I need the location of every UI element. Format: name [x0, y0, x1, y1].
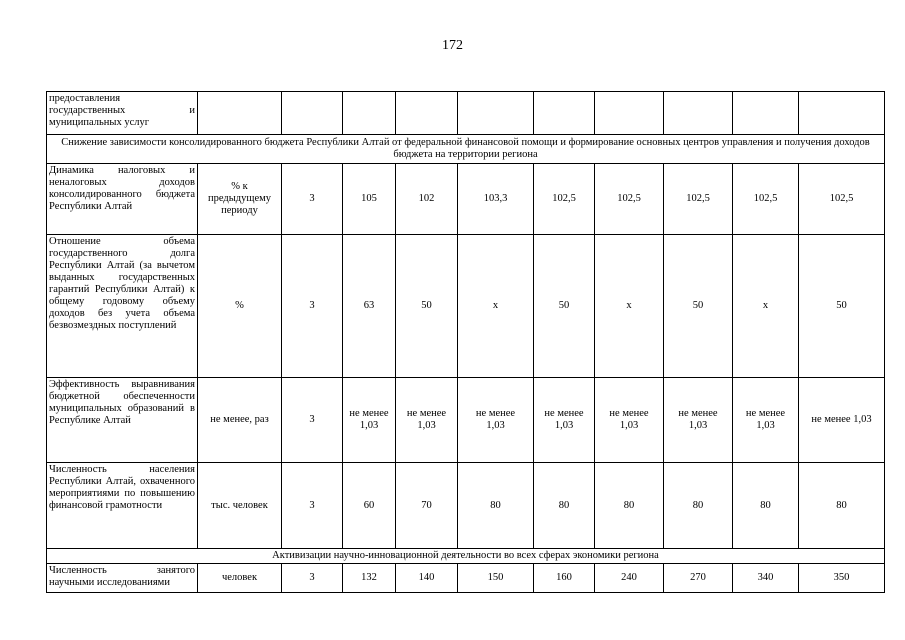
- value-cell: не менее 1,03: [343, 378, 396, 463]
- value-cell: 160: [534, 564, 595, 593]
- value-cell: не менее 1,03: [733, 378, 799, 463]
- value-cell: x: [733, 235, 799, 378]
- value-cell: 70: [396, 463, 458, 549]
- table-row: [47, 564, 885, 593]
- unit-cell: % к предыдущему периоду: [198, 164, 282, 235]
- unit-cell: тыс. человек: [198, 463, 282, 549]
- value-cell: не менее 1,03: [396, 378, 458, 463]
- unit-cell: %: [198, 235, 282, 378]
- value-cell: 350: [799, 564, 885, 593]
- value-cell: 140: [396, 564, 458, 593]
- value-cell: 80: [664, 463, 733, 549]
- indicators-table: [46, 91, 885, 593]
- unit-cell: человек: [198, 564, 282, 593]
- value-cell: [458, 92, 534, 135]
- value-cell: 150: [458, 564, 534, 593]
- value-cell: [733, 92, 799, 135]
- value-cell: 240: [595, 564, 664, 593]
- unit-cell: не менее, раз: [198, 378, 282, 463]
- value-cell: 3: [282, 463, 343, 549]
- value-cell: 102,5: [595, 164, 664, 235]
- value-cell: 80: [458, 463, 534, 549]
- value-cell: 3: [282, 378, 343, 463]
- value-cell: не менее 1,03: [458, 378, 534, 463]
- value-cell: [799, 92, 885, 135]
- value-cell: 80: [733, 463, 799, 549]
- value-cell: [282, 92, 343, 135]
- value-cell: 80: [799, 463, 885, 549]
- section-title: Снижение зависимости консолидированного бюджета Республики Алтай от федеральной финансовой помощи и формирование основных центров управления и получения доходов бюджета на территории региона: [47, 135, 885, 164]
- table-row: [47, 378, 885, 463]
- value-cell: 102,5: [733, 164, 799, 235]
- unit-cell: [198, 92, 282, 135]
- value-cell: 102,5: [664, 164, 733, 235]
- indicator-name: Численность населения Республики Алтай, охваченного мероприятиями по повышению финансовой грамотности: [47, 463, 198, 549]
- value-cell: не менее 1,03: [799, 378, 885, 463]
- indicator-name: Эффективность выравнивания бюджетной обеспеченности муниципальных образований в Республике Алтай: [47, 378, 198, 463]
- section-title: Активизации научно-инновационной деятельности во всех сферах экономики региона: [47, 549, 885, 564]
- value-cell: 50: [534, 235, 595, 378]
- value-cell: 80: [534, 463, 595, 549]
- value-cell: x: [458, 235, 534, 378]
- table-row: [47, 92, 885, 135]
- value-cell: 103,3: [458, 164, 534, 235]
- value-cell: 80: [595, 463, 664, 549]
- value-cell: 60: [343, 463, 396, 549]
- value-cell: 50: [799, 235, 885, 378]
- value-cell: 132: [343, 564, 396, 593]
- value-cell: 270: [664, 564, 733, 593]
- value-cell: 102,5: [534, 164, 595, 235]
- value-cell: 63: [343, 235, 396, 378]
- value-cell: 50: [664, 235, 733, 378]
- value-cell: 340: [733, 564, 799, 593]
- value-cell: не менее 1,03: [664, 378, 733, 463]
- value-cell: x: [595, 235, 664, 378]
- section-row: [47, 549, 885, 564]
- indicator-name: предоставления государственных и муниципальных услуг: [47, 92, 198, 135]
- value-cell: 3: [282, 164, 343, 235]
- value-cell: [343, 92, 396, 135]
- value-cell: 3: [282, 235, 343, 378]
- value-cell: не менее 1,03: [595, 378, 664, 463]
- value-cell: 50: [396, 235, 458, 378]
- page-number: 172: [442, 38, 463, 53]
- indicator-name: Динамика налоговых и неналоговых доходов консолидированного бюджета Республики Алтай: [47, 164, 198, 235]
- value-cell: [396, 92, 458, 135]
- value-cell: [534, 92, 595, 135]
- value-cell: 102: [396, 164, 458, 235]
- table-row: [47, 235, 885, 378]
- indicator-name: Отношение объема государственного долга Республики Алтай (за вычетом выданных государственных гарантий Республики Алтай) к общему годовому объему доходов без учета объема безвозмездных поступлений: [47, 235, 198, 378]
- table-row: [47, 463, 885, 549]
- value-cell: 102,5: [799, 164, 885, 235]
- value-cell: [595, 92, 664, 135]
- table-row: [47, 164, 885, 235]
- value-cell: 3: [282, 564, 343, 593]
- section-row: [47, 135, 885, 164]
- value-cell: [664, 92, 733, 135]
- indicator-name: Численность занятого научными исследованиями: [47, 564, 198, 593]
- value-cell: 105: [343, 164, 396, 235]
- value-cell: не менее 1,03: [534, 378, 595, 463]
